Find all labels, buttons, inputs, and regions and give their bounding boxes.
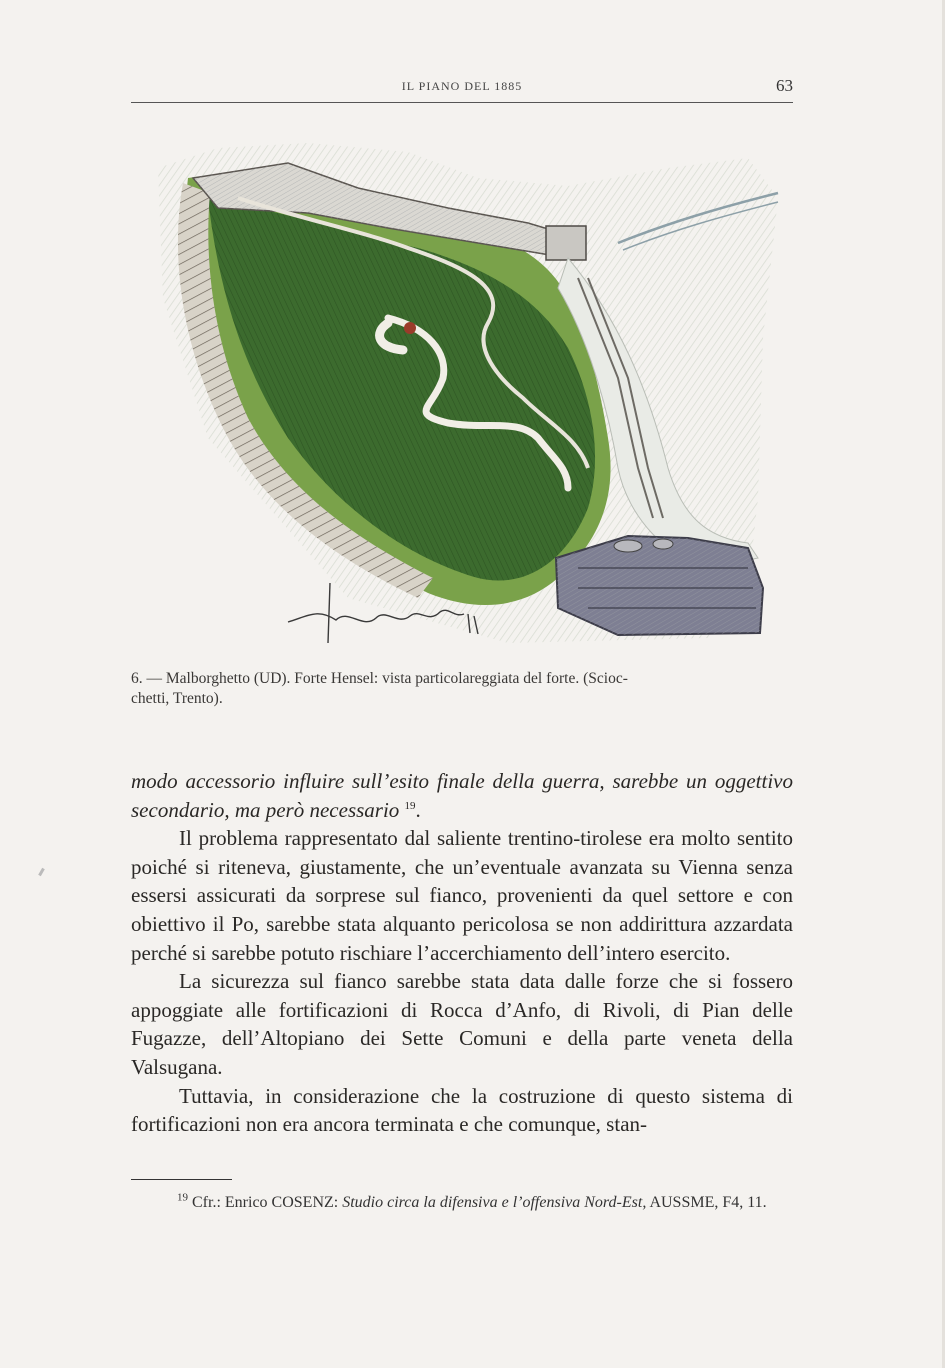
caption-line-1: 6. — Malborghetto (UD). Forte Hensel: vista particolareggiata del forte. (Scioc- [131,670,628,687]
paragraph-4: Tuttavia, in considerazione che la costruzione di questo sistema di fortificazioni non era ancora terminata e che comunque, stan- [131,1083,793,1137]
footnote-suffix: AUSSME, F4, 11. [646,1194,767,1211]
paragraph-3: La sicurezza sul fianco sarebbe stata data dalle forze che si fossero appoggiate alle fortificazioni di Rocca d’Anfo, di Rivoli, di Pian delle Fugazze, dell’Altopiano dei Sette Comuni e della parte veneta della Valsugana. [131,969,793,1079]
fort-illustration [148,138,786,658]
body-text [131,767,793,1139]
footnote [131,1192,793,1214]
running-header [131,76,793,103]
signature-text: Sciocchetti 97 [348,630,405,641]
footnote-rule [131,1179,232,1180]
paragraph-2: Il problema rappresentato dal saliente trentino-tirolese era molto sentito poiché si riteneva, giustamente, che un’eventuale avanzata su Vienna senza essersi assicurati da sorprese sul fianco, provenienti da quel settore e con obiettivo il Po, sarebbe stata alquanto pericolosa se non addirittura azzardata perché si sarebbe potuto rischiare l’accerchiamento dell’intero esercito. [131,826,793,965]
paragraph-1 [131,767,793,824]
page-number: 63 [776,76,793,95]
paragraph-1-end: . [415,797,421,822]
paragraph-1-italic: modo accessorio influire sull’esito finale della guerra, sarebbe un oggettivo secondario, ma però necessario [131,769,793,822]
footnote-number: 19 [177,1191,188,1204]
footnote-ref: 19 [404,799,416,812]
caption-line-2: chetti, Trento). [131,690,223,707]
footnote-title: Studio circa la difensiva e l’offensiva Nord-Est, [342,1194,647,1211]
running-title: IL PIANO DEL 1885 [401,79,523,93]
red-roof-hut [404,322,416,334]
margin-mark [38,868,45,876]
upper-tower [546,226,586,260]
footnote-prefix: Cfr.: Enrico COSENZ: [192,1194,343,1211]
figure-caption [131,669,793,709]
